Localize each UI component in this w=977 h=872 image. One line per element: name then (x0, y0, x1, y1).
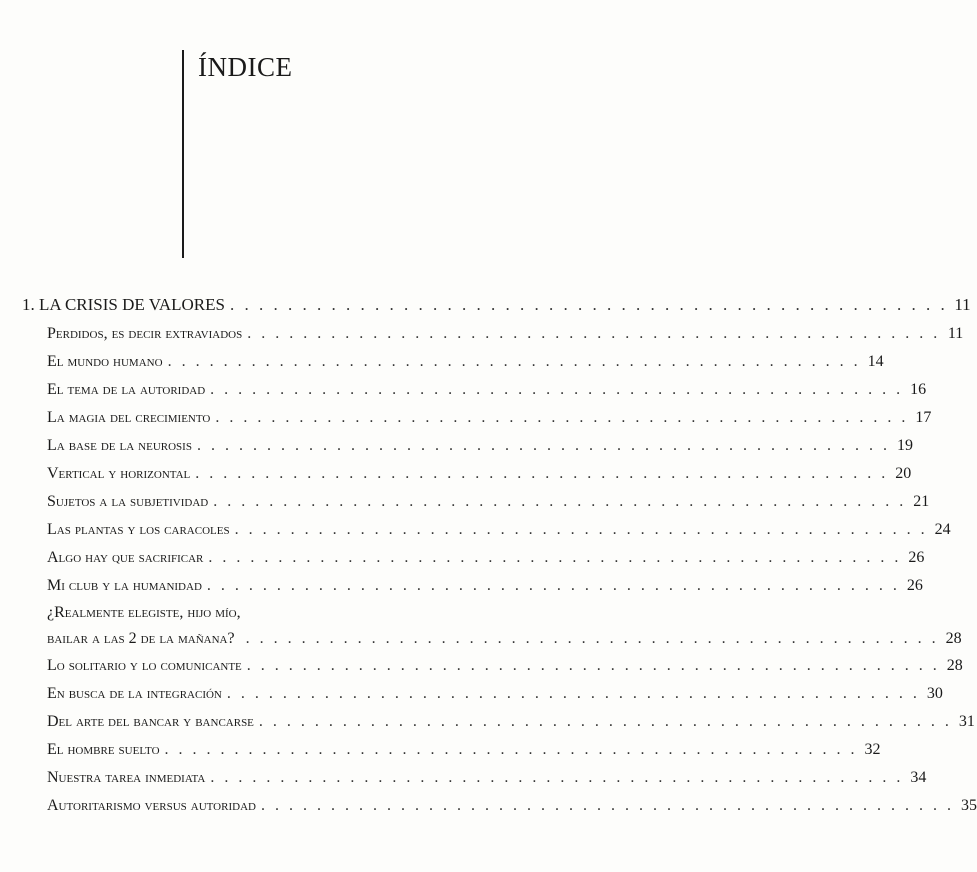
toc-entry-row (22, 544, 925, 572)
dot-leader: . . . . . . . . . . . . . . . . . . . . . . . . . . . . . . . . . . . . . . . . . . . . . . . . . . (260, 797, 954, 814)
toc-entry-label-line2: bailar a las 2 de la mañana? (47, 630, 235, 647)
toc-entry-row (22, 600, 962, 652)
toc-page-number: 35 (960, 797, 977, 814)
toc-entry-label: Sujetos a la subjetividad (47, 493, 209, 510)
toc-entry-row (22, 680, 943, 708)
toc-page-number: 34 (910, 769, 927, 786)
toc-entry-label-line1: ¿Realmente elegiste, hijo mío, (47, 604, 241, 621)
toc-page-number: 28 (945, 630, 962, 647)
toc-page-number: 11 (954, 295, 971, 314)
toc-entry-label: En busca de la integración (47, 685, 222, 702)
toc-entry-row (22, 404, 932, 432)
dot-leader: . . . . . . . . . . . . . . . . . . . . . . . . . . . . . . . . . . . . . . . . . . . . . . . . . . (206, 577, 900, 594)
toc-page-number: 21 (913, 493, 930, 510)
toc-page-number: 11 (947, 325, 964, 342)
toc-entry-row (22, 572, 923, 600)
dot-leader: . . . . . . . . . . . . . . . . . . . . . . . . . . . . . . . . . . . . . . . . . . . . . . . . . . (247, 325, 941, 342)
toc-entry-label (47, 600, 241, 652)
toc-page-number: 26 (906, 577, 923, 594)
dot-leader: . . . . . . . . . . . . . . . . . . . . . . . . . . . . . . . . . . . . . . . . . . . . . . . . . . (213, 493, 907, 510)
dot-leader: . . . . . . . . . . . . . . . . . . . . . . . . . . . . . . . . . . . . . . . . . . . . . . . . . . (245, 630, 939, 647)
toc-entry-row (22, 460, 912, 488)
toc-entry-label: El mundo humano (47, 353, 163, 370)
toc-entry-label: Algo hay que sacrificar (47, 549, 204, 566)
dot-leader: . . . . . . . . . . . . . . . . . . . . . . . . . . . . . . . . . . . . . . . . . . . . . . . . . . (246, 657, 940, 674)
toc-page-number: 26 (908, 549, 925, 566)
dot-leader: . . . . . . . . . . . . . . . . . . . . . . . . . . . . . . . . . . . . . . . . . . . . . . . . . . (196, 437, 890, 454)
toc-entry-label: El tema de la autoridad (47, 381, 206, 398)
toc-page-number: 32 (864, 741, 881, 758)
toc-entry-label: La base de la neurosis (47, 437, 192, 454)
dot-leader: . . . . . . . . . . . . . . . . . . . . . . . . . . . . . . . . . . . . . . . . . . . . . . . . . . (164, 741, 858, 758)
toc-entry-row (22, 652, 963, 680)
dot-leader: . . . . . . . . . . . . . . . . . . . . . . . . . . . . . . . . . . . . . . . . . . . . . . . . . . (210, 381, 904, 398)
toc-page-number: 16 (910, 381, 927, 398)
toc-page-number: 17 (915, 409, 932, 426)
page-title: ÍNDICE (198, 52, 293, 82)
toc-entry-row (22, 736, 881, 764)
toc-entry-label: Autoritarismo versus autoridad (47, 797, 256, 814)
toc-entry-row (22, 792, 977, 820)
dot-leader: . . . . . . . . . . . . . . . . . . . . . . . . . . . . . . . . . . . . . . . . . . . . . . . . . . (195, 465, 889, 482)
toc-page-number: 30 (926, 685, 943, 702)
toc-entry-label: Mi club y la humanidad (47, 577, 202, 594)
toc-entry-label: Del arte del bancar y bancarse (47, 713, 254, 730)
dot-leader: . . . . . . . . . . . . . . . . . . . . . . . . . . . . . . . . . . . . . . . . . . . . . . . . . . (215, 409, 909, 426)
toc-entry-row (22, 708, 975, 736)
dot-leader: . . . . . . . . . . . . . . . . . . . . . . . . . . . . . . . . . . . . . . . . . . . . . . . . . . (226, 685, 920, 702)
toc-chapter-row (22, 290, 971, 320)
toc-entry-row (22, 320, 964, 348)
toc-entry-label: Perdidos, es decir extraviados (47, 325, 243, 342)
dot-leader: . . . . . . . . . . . . . . . . . . . . . . . . . . . . . . . . . . . . . . . . . . . . . . . . . . (258, 713, 952, 730)
toc-entry-row (22, 488, 930, 516)
toc-entry-label: Las plantas y los caracoles (47, 521, 230, 538)
toc-entry-row (22, 376, 927, 404)
toc-entry-label: Lo solitario y lo comunicante (47, 657, 242, 674)
dot-leader: . . . . . . . . . . . . . . . . . . . . . . . . . . . . . . . . . . . . . . . . . . . . . . . . . . (229, 295, 948, 314)
toc-entry-row (22, 348, 884, 376)
toc-entry-label: La magia del crecimiento (47, 409, 211, 426)
toc-page-number: 20 (895, 465, 912, 482)
toc-page-number: 28 (946, 657, 963, 674)
table-of-contents (22, 290, 977, 820)
toc-page-number: 19 (896, 437, 913, 454)
toc-entry-row (22, 432, 913, 460)
dot-leader: . . . . . . . . . . . . . . . . . . . . . . . . . . . . . . . . . . . . . . . . . . . . . . . . . . (234, 521, 928, 538)
toc-entry-row (22, 764, 927, 792)
toc-entry-row (22, 516, 951, 544)
toc-page-number: 24 (934, 521, 951, 538)
dot-leader: . . . . . . . . . . . . . . . . . . . . . . . . . . . . . . . . . . . . . . . . . . . . . . . . . . (210, 769, 904, 786)
toc-page-number: 14 (867, 353, 884, 370)
toc-page-number: 31 (958, 713, 975, 730)
toc-entry-label: El hombre suelto (47, 741, 160, 758)
toc-entry-label: Nuestra tarea inmediata (47, 769, 206, 786)
dot-leader: . . . . . . . . . . . . . . . . . . . . . . . . . . . . . . . . . . . . . . . . . . . . . . . . . . (167, 353, 861, 370)
toc-chapter-label: 1. LA CRISIS DE VALORES (22, 295, 225, 314)
toc-entry-label: Vertical y horizontal (47, 465, 191, 482)
dot-leader: . . . . . . . . . . . . . . . . . . . . . . . . . . . . . . . . . . . . . . . . . . . . . . . . . . (208, 549, 902, 566)
title-vertical-rule (182, 50, 184, 258)
